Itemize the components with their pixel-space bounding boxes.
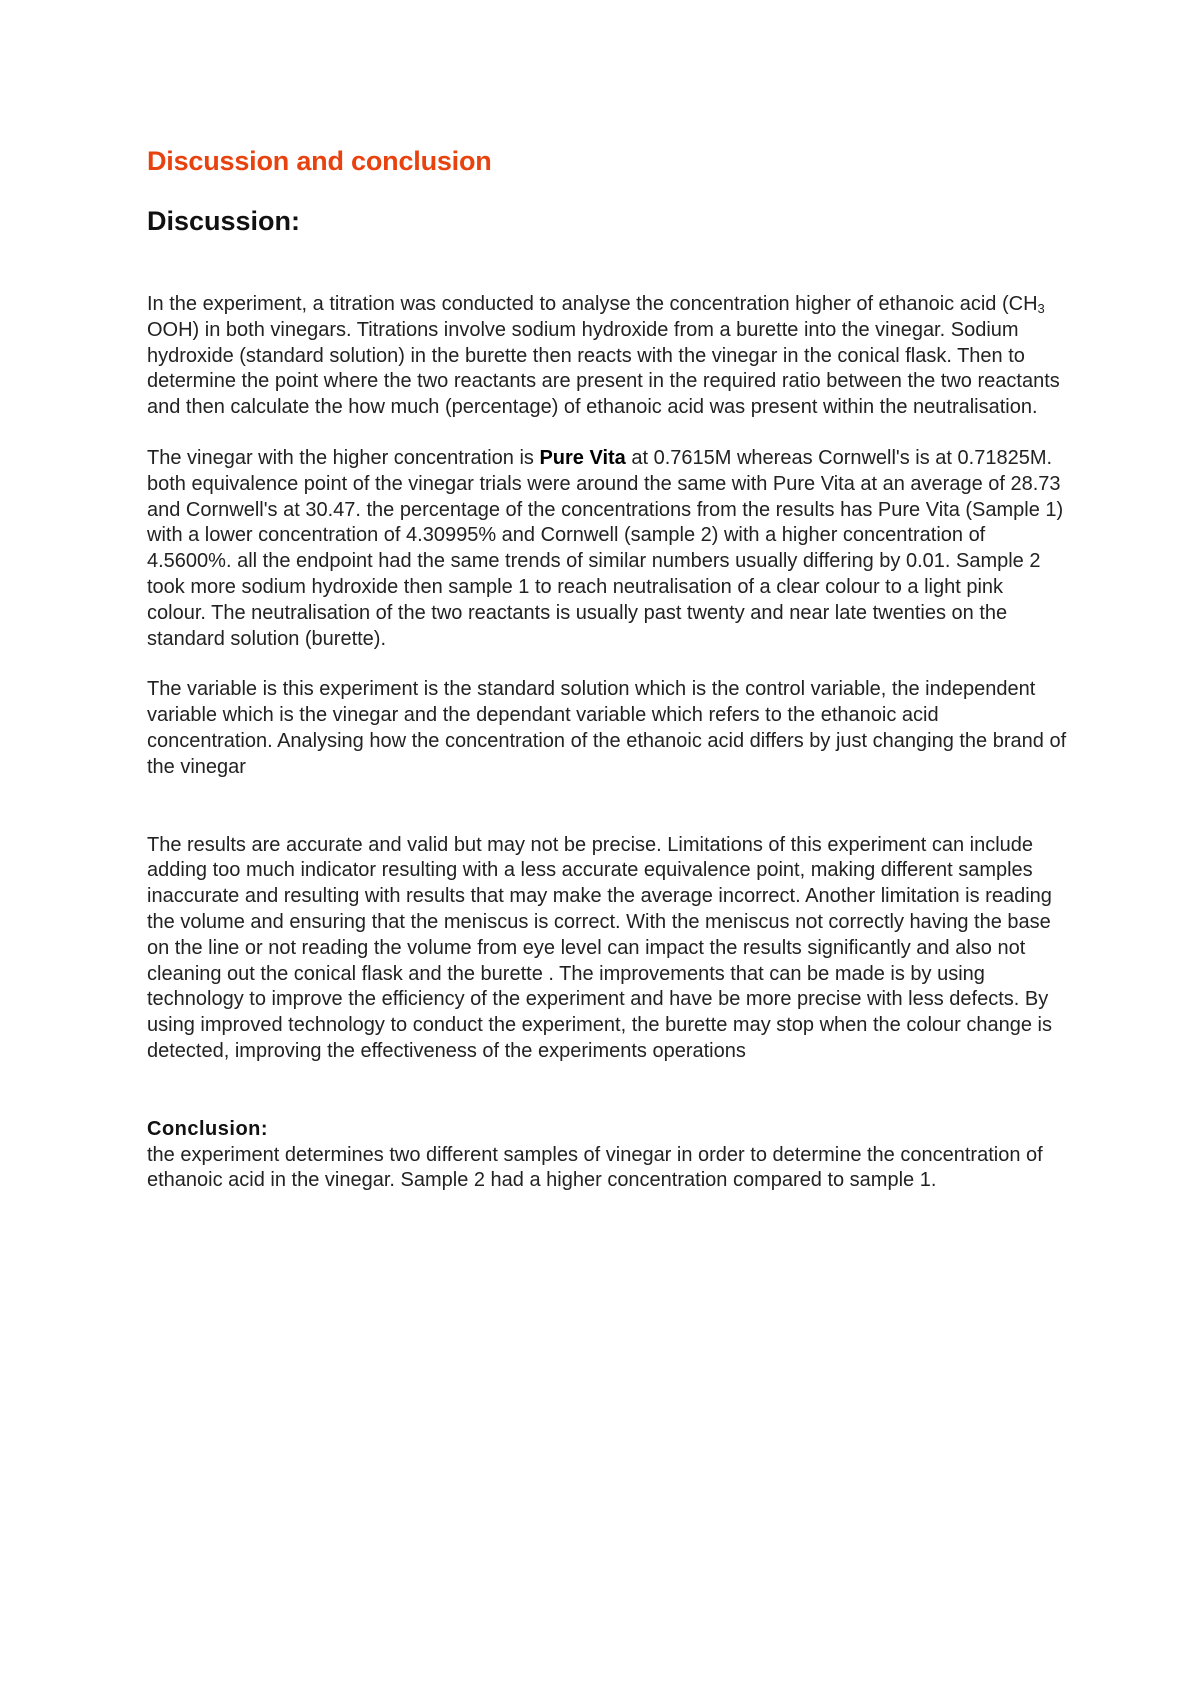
discussion-paragraph-4: The results are accurate and valid but may not be precise. Limitations of this experiment can include adding too much indicator resulting with a less accurate equivalence point, making different samples inaccurate and resulting with results that may make the average incorrect. Another limitation is reading the volume and ensuring that the meniscus is correct. With the meniscus not correctly having the base on the line or not reading the volume from eye level can impact the results significantly and also not cleaning out the conical flask and the burette . The improvements that can be made is by using technology to improve the efficiency of the experiment and have be more precise with less defects. By using improved technology to conduct the experiment, the burette may stop when the colour change is detected, improving the effectiveness of the experiments operations <box>147 833 1052 1062</box>
document-title: Discussion and conclusion <box>147 146 492 176</box>
document-page <box>147 142 1067 1194</box>
paragraph-2-text-b: at 0.7615M whereas Cornwell's is at 0.71825M. both equivalence point of the vinegar trials were around the same with Pure Vita at an average of 28.73 and Cornwell's at 30.47. the percentage of the concentrations from the results has Pure Vita (Sample 1) with a lower concentration of 4.30995% and Cornwell (sample 2) with a higher concentration of 4.5600%. all the endpoint had the same trends of similar numbers usually differing by 0.01. Sample 2 took more sodium hydroxide then sample 1 to reach neutralisation of a clear colour to a light pink colour. The neutralisation of the two reactants is usually past twenty and near late twenties on the standard solution (burette). <box>147 446 1064 650</box>
paragraph-2-text-a: The vinegar with the higher concentration is <box>147 446 540 469</box>
discussion-paragraph-1 <box>147 292 1067 421</box>
paragraph-1-text-a: In the experiment, a titration was conducted to analyse the concentration higher of ethanoic acid (CH <box>147 293 1038 315</box>
discussion-heading: Discussion: <box>147 206 301 236</box>
conclusion-paragraph: the experiment determines two different samples of vinegar in order to determine the concentration of ethanoic acid in the vinegar. Sample 2 had a higher concentration compared to sample 1. <box>147 1143 1043 1192</box>
conclusion-heading: Conclusion: <box>147 1117 269 1140</box>
discussion-paragraph-3: The variable is this experiment is the standard solution which is the control variable, the independent variable which is the vinegar and the dependant variable which refers to the ethanoic acid concentration. Analysing how the concentration of the ethanoic acid differs by just changing the brand of the vinegar <box>147 678 1067 778</box>
discussion-paragraph-2 <box>147 446 1067 652</box>
subscript-3: 3 <box>1037 301 1045 316</box>
pure-vita-bold: Pure Vita <box>539 446 626 469</box>
paragraph-1-text-b: OOH) in both vinegars. Titrations involve sodium hydroxide from a burette into the vinegar. Sodium hydroxide (standard solution) in the burette then reacts with the vinegar in the conical flask. Then to determine the point where the two reactants are present in the required ratio between the two reactants and then calculate the how much (percentage) of ethanoic acid was present within the neutralisation. <box>147 318 1060 419</box>
